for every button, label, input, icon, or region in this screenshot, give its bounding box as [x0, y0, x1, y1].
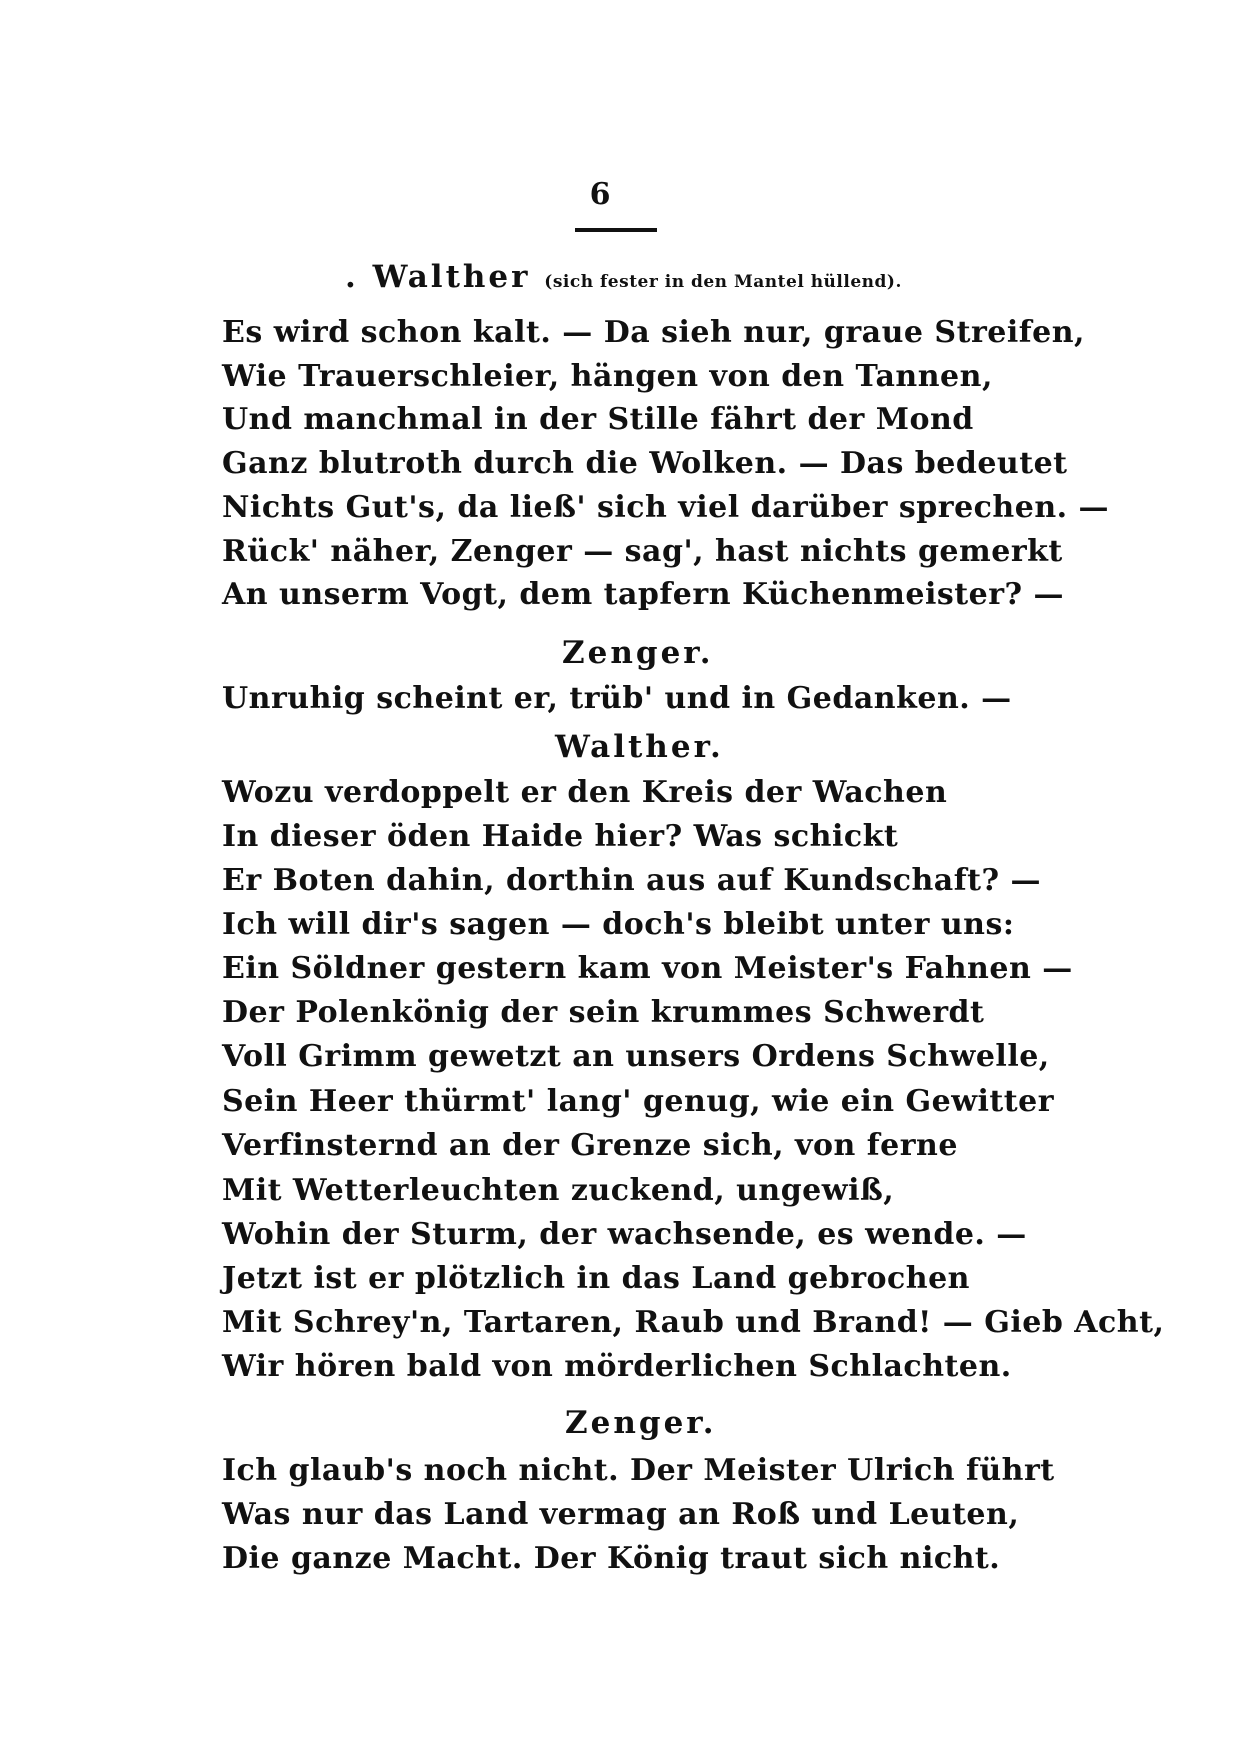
verse-line: Wozu verdoppelt er den Kreis der Wachen [222, 775, 948, 810]
verse-line: Sein Heer thürmt' lang' genug, wie ein Gewitter [222, 1084, 1055, 1119]
verse-line: In dieser öden Haide hier? Was schickt [222, 819, 899, 854]
verse-line: Ich glaub's noch nicht. Der Meister Ulrich führt [222, 1453, 1055, 1488]
speaker-name: Walther. [555, 729, 724, 765]
verse-line: Ich will dir's sagen — doch's bleibt unter uns: [222, 907, 1015, 942]
verse-line: Voll Grimm gewetzt an unsers Ordens Schwelle, [222, 1039, 1050, 1074]
verse-line: Jetzt ist er plötzlich in das Land gebrochen [222, 1261, 970, 1296]
verse-line: Ein Söldner gestern kam von Meister's Fahnen — [222, 951, 1073, 986]
verse-line: Nichts Gut's, da ließ' sich viel darüber sprechen. — [222, 490, 1110, 525]
speaker-heading [345, 259, 902, 295]
verse-line: Und manchmal in der Stille fährt der Mond [222, 402, 974, 437]
verse-line: Mit Wetterleuchten zuckend, ungewiß, [222, 1173, 895, 1208]
speaker-heading [565, 1405, 717, 1441]
verse-line: Die ganze Macht. Der König traut sich nicht. [222, 1541, 1001, 1576]
verse-line: Wie Trauerschleier, hängen von den Tannen, [222, 359, 993, 394]
verse-line: Wohin der Sturm, der wachsende, es wende. — [222, 1217, 1027, 1252]
speaker-name: Walther [372, 259, 531, 295]
verse-line: Ganz blutroth durch die Wolken. — Das bedeutet [222, 446, 1068, 481]
verse-line: Er Boten dahin, dorthin aus auf Kundschaft? — [222, 863, 1042, 898]
verse-line: Was nur das Land vermag an Roß und Leuten, [222, 1497, 1020, 1532]
speaker-heading [562, 635, 714, 671]
verse-line: Unruhig scheint er, trüb' und in Gedanken. — [222, 681, 1012, 716]
page-number: 6 [589, 177, 611, 212]
speaker-prefix: . [345, 259, 359, 295]
verse-line: Der Polenkönig der sein krummes Schwerdt [222, 995, 985, 1030]
verse-line: Verfinsternd an der Grenze sich, von ferne [222, 1128, 958, 1163]
speaker-name: Zenger. [562, 635, 714, 671]
verse-line: Wir hören bald von mörderlichen Schlachten. [222, 1349, 1012, 1384]
verse-line: Mit Schrey'n, Tartaren, Raub und Brand! — Gieb Acht, [222, 1305, 1165, 1340]
verse-line: Es wird schon kalt. — Da sieh nur, graue Streifen, [222, 315, 1085, 350]
verse-line: Rück' näher, Zenger — sag', hast nichts gemerkt [222, 534, 1063, 569]
verse-line: An unserm Vogt, dem tapfern Küchenmeister? — [222, 577, 1065, 612]
page-number-rule [575, 228, 657, 232]
stage-direction: (sich fester in den Mantel hüllend). [544, 272, 902, 292]
speaker-name: Zenger. [565, 1405, 717, 1441]
speaker-heading [555, 729, 724, 765]
